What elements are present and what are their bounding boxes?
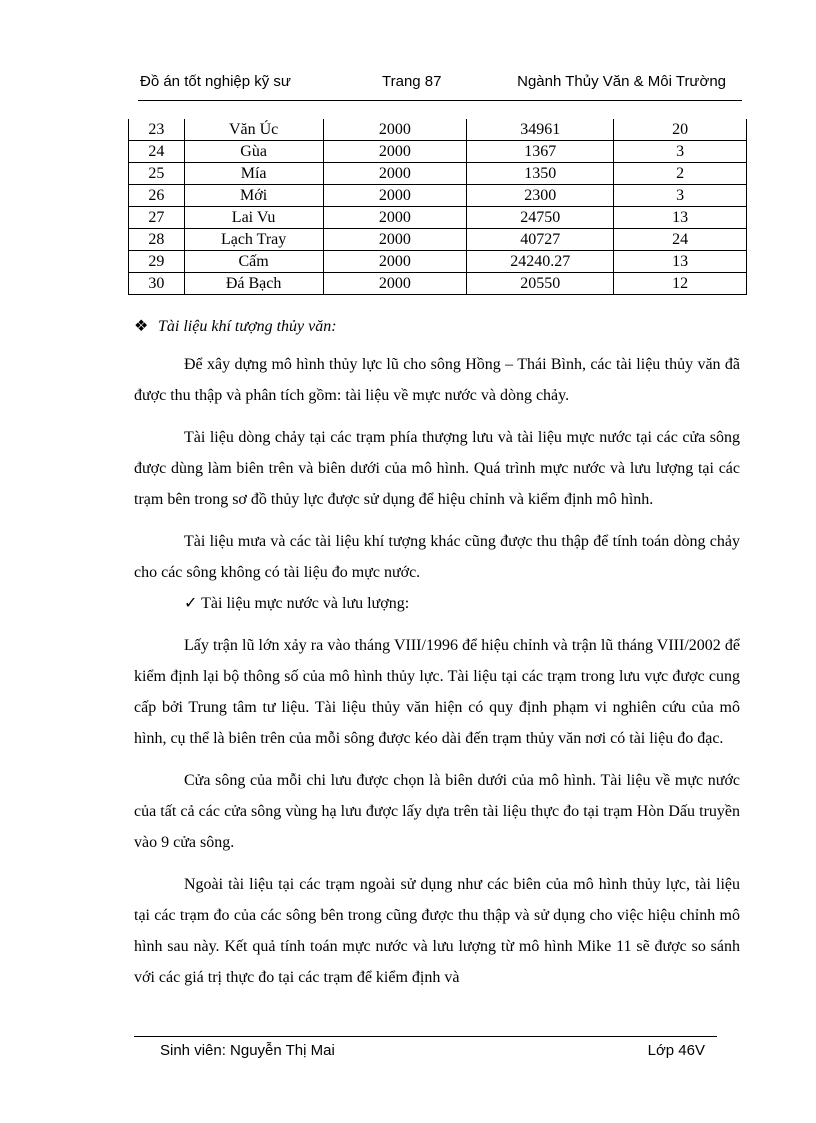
table-row: [129, 273, 747, 295]
footer-class: Lớp 46V: [647, 1042, 705, 1059]
cell-station: Gùa: [184, 141, 323, 163]
cell-index: 30: [129, 273, 185, 295]
cell-station: Mía: [184, 163, 323, 185]
diamond-bullet-icon: ❖: [134, 318, 149, 335]
cell-value: 1367: [467, 141, 614, 163]
cell-value: 20550: [467, 273, 614, 295]
cell-year: 2000: [323, 273, 467, 295]
table-row: [129, 163, 747, 185]
cell-value: 24750: [467, 207, 614, 229]
table-row: [129, 185, 747, 207]
cell-year: 2000: [323, 141, 467, 163]
header-page-number: Trang 87: [382, 73, 442, 90]
cell-index: 24: [129, 141, 185, 163]
cell-value: 2300: [467, 185, 614, 207]
footer-student: Sinh viên: Nguyễn Thị Mai: [160, 1042, 335, 1059]
cell-value: 24240.27: [467, 251, 614, 273]
cell-count: 3: [614, 185, 747, 207]
cell-value: 34961: [467, 119, 614, 141]
cell-station: Cấm: [184, 251, 323, 273]
table-row: [129, 251, 747, 273]
cell-index: 23: [129, 119, 185, 141]
cell-station: Lai Vu: [184, 207, 323, 229]
paragraph-1: Để xây dựng mô hình thủy lực lũ cho sông Hồng – Thái Bình, các tài liệu thủy văn đã được thu thập và phân tích gồm: tài liệu về mực nước và dòng chảy.: [134, 356, 740, 404]
cell-year: 2000: [323, 251, 467, 273]
header-left: Đồ án tốt nghiệp kỹ sư: [140, 73, 291, 90]
cell-station: Đá Bạch: [184, 273, 323, 295]
cell-index: 27: [129, 207, 185, 229]
cell-station: Văn Úc: [184, 119, 323, 141]
station-table: [128, 119, 747, 295]
cell-count: 12: [614, 273, 747, 295]
cell-station: Mới: [184, 185, 323, 207]
paragraph-5: Cửa sông của mỗi chi lưu được chọn là biên dưới của mô hình. Tài liệu về mực nước của tất cả các cửa sông vùng hạ lưu được lấy dựa trên tài liệu thực đo tại trạm Hòn Dấu truyền vào 9 cửa sông.: [134, 772, 740, 851]
page-header: [138, 72, 742, 101]
section-heading-text: Tài liệu khí tượng thủy văn:: [158, 318, 337, 335]
paragraph-6: Ngoài tài liệu tại các trạm ngoài sử dụng như các biên của mô hình thủy lực, tài liệu tại các trạm đo của các sông bên trong cũng được thu thập và sử dụng cho việc hiệu chỉnh mô hình sau này. Kết quả tính toán mực nước và lưu lượng từ mô hình Mike 11 sẽ được so sánh với các giá trị thực đo tại các trạm để kiểm định và: [134, 876, 740, 986]
cell-count: 13: [614, 207, 747, 229]
cell-year: 2000: [323, 119, 467, 141]
cell-year: 2000: [323, 207, 467, 229]
table-row: [129, 207, 747, 229]
cell-station: Lạch Tray: [184, 229, 323, 251]
paragraph-3: Tài liệu mưa và các tài liệu khí tượng khác cũng được thu thập để tính toán dòng chảy cho các sông không có tài liệu đo mực nước.: [134, 533, 740, 581]
cell-count: 2: [614, 163, 747, 185]
cell-count: 3: [614, 141, 747, 163]
paragraph-2: Tài liệu dòng chảy tại các trạm phía thượng lưu và tài liệu mực nước tại các cửa sông được dùng làm biên trên và biên dưới của mô hình. Quá trình mực nước và lưu lượng tại các trạm bên trong sơ đồ thủy lực được sử dụng để hiệu chỉnh và kiểm định mô hình.: [134, 429, 740, 508]
cell-year: 2000: [323, 185, 467, 207]
section-heading: [134, 316, 740, 338]
table-row: [129, 141, 747, 163]
table-row: [129, 229, 747, 251]
sub-heading-text: Tài liệu mực nước và lưu lượng:: [201, 595, 410, 612]
page-footer: [134, 1036, 717, 1061]
cell-year: 2000: [323, 229, 467, 251]
paragraph-4: Lấy trận lũ lớn xảy ra vào tháng VIII/1996 để hiệu chỉnh và trận lũ tháng VIII/2002 để kiểm định lại bộ thông số của mô hình thủy lực. Tài liệu tại các trạm trong lưu vực được cung cấp bởi Trung tâm tư liệu. Tài liệu thủy văn hiện có quy định phạm vi nghiên cứu của mô hình, cụ thể là biên trên của mỗi sông được kéo dài đến trạm thủy văn nơi có tài liệu đo đạc.: [134, 637, 740, 747]
cell-year: 2000: [323, 163, 467, 185]
sub-heading: [184, 588, 740, 619]
cell-value: 40727: [467, 229, 614, 251]
check-icon: ✓: [184, 595, 198, 612]
cell-value: 1350: [467, 163, 614, 185]
cell-count: 20: [614, 119, 747, 141]
header-right: Ngành Thủy Văn & Môi Trường: [517, 73, 726, 90]
cell-index: 26: [129, 185, 185, 207]
table-row: [129, 119, 747, 141]
cell-index: 28: [129, 229, 185, 251]
content-body: [134, 316, 740, 993]
cell-index: 25: [129, 163, 185, 185]
cell-count: 24: [614, 229, 747, 251]
cell-count: 13: [614, 251, 747, 273]
cell-index: 29: [129, 251, 185, 273]
